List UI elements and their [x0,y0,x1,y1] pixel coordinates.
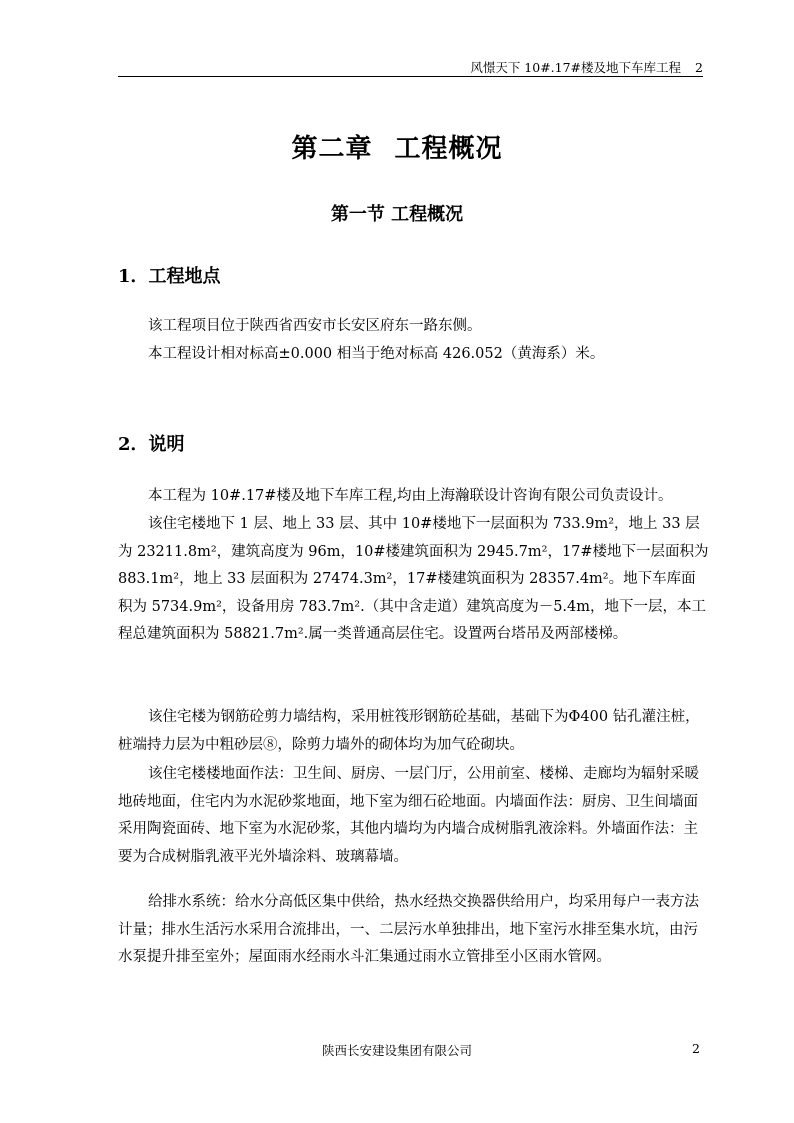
chapter-heading [0,128,794,165]
footer-page-number: 2 [692,1041,700,1056]
footer-company: 陕西长安建设集团有限公司 [321,1043,472,1058]
description-text-5: 给排水系统：给水分高低区集中供给，热水经热交换器供给用户，均采用每户一表方法计量；排水生活污水采用合流排出，一、二层污水单独排出，地下室污水排至集水坑，由污水泵提升排至室外；屋面雨水经雨水斗汇集通过雨水立管排至小区雨水管网。 [118,894,699,965]
description-paragraph-3 [118,704,710,759]
description-text-1: 本工程为 10#.17#楼及地下车库工程,均由上海瀚联设计咨询有限公司负责设计。 [148,488,673,504]
header-page-number: 2 [695,60,703,75]
description-text-2: 该住宅楼地下 1 层、地上 33 层、其中 10#楼地下一层面积为 733.9m²，地上 33 层为 23211.8m²，建筑高度为 96m，10#楼建筑面积为 2945.7m²，17#楼地下一层面积为 883.1m²，地上 33 层面积为 27474.3m²，17#楼建筑面积为 28357.4m²。地下车库面积为 5734.9m²，设备用房 783.7m².（其中含走道）建筑高度为－5.4m，地下一层，本工程总建筑面积为 58821.7m².属一类普通高层住宅。设置两台塔吊及两部楼梯。 [118,516,709,642]
description-paragraph-1 [118,483,710,511]
section-heading: 第一节 工程概况 [330,204,464,225]
chapter-title: 工程概况 [394,134,503,164]
location-text-1: 该工程项目位于陕西省西安市长安区府东一路东侧。 [148,318,482,334]
location-text-2: 本工程设计相对标高±0.000 相当于绝对标高 426.052（黄海系）米。 [148,346,605,362]
page-header [118,58,703,77]
location-paragraph-1 [118,313,710,341]
description-paragraph-2 [118,511,710,649]
chapter-label: 第二章 [291,134,373,164]
description-text-4: 该住宅楼楼地面作法：卫生间、厨房、一层门厅，公用前室、楼梯、走廊均为辐射采暖地砖地面，住宅内为水泥砂浆地面，地下室为细石砼地面。内墙面作法：厨房、卫生间墙面采用陶瓷面砖、地下室为水泥砂浆，其他内墙均为内墙合成树脂乳液涂料。外墙面作法：主要为合成树脂乳液平光外墙涂料、玻璃幕墙。 [118,766,699,865]
description-paragraph-4 [118,761,710,871]
heading-location: 1．工程地点 [118,266,221,287]
heading-description: 2．说明 [118,434,185,455]
location-paragraph-2 [118,341,710,369]
description-text-3: 该住宅楼为钢筋砼剪力墙结构，采用桩筏形钢筋砼基础，基础下为Φ400 钻孔灌注桩，桩端持力层为中粗砂层⑧，除剪力墙外的砌体均为加气砼砌块。 [118,709,700,753]
description-paragraph-5 [118,889,710,972]
header-title: 风憬天下 10#.17#楼及地下车库工程 [470,60,682,75]
